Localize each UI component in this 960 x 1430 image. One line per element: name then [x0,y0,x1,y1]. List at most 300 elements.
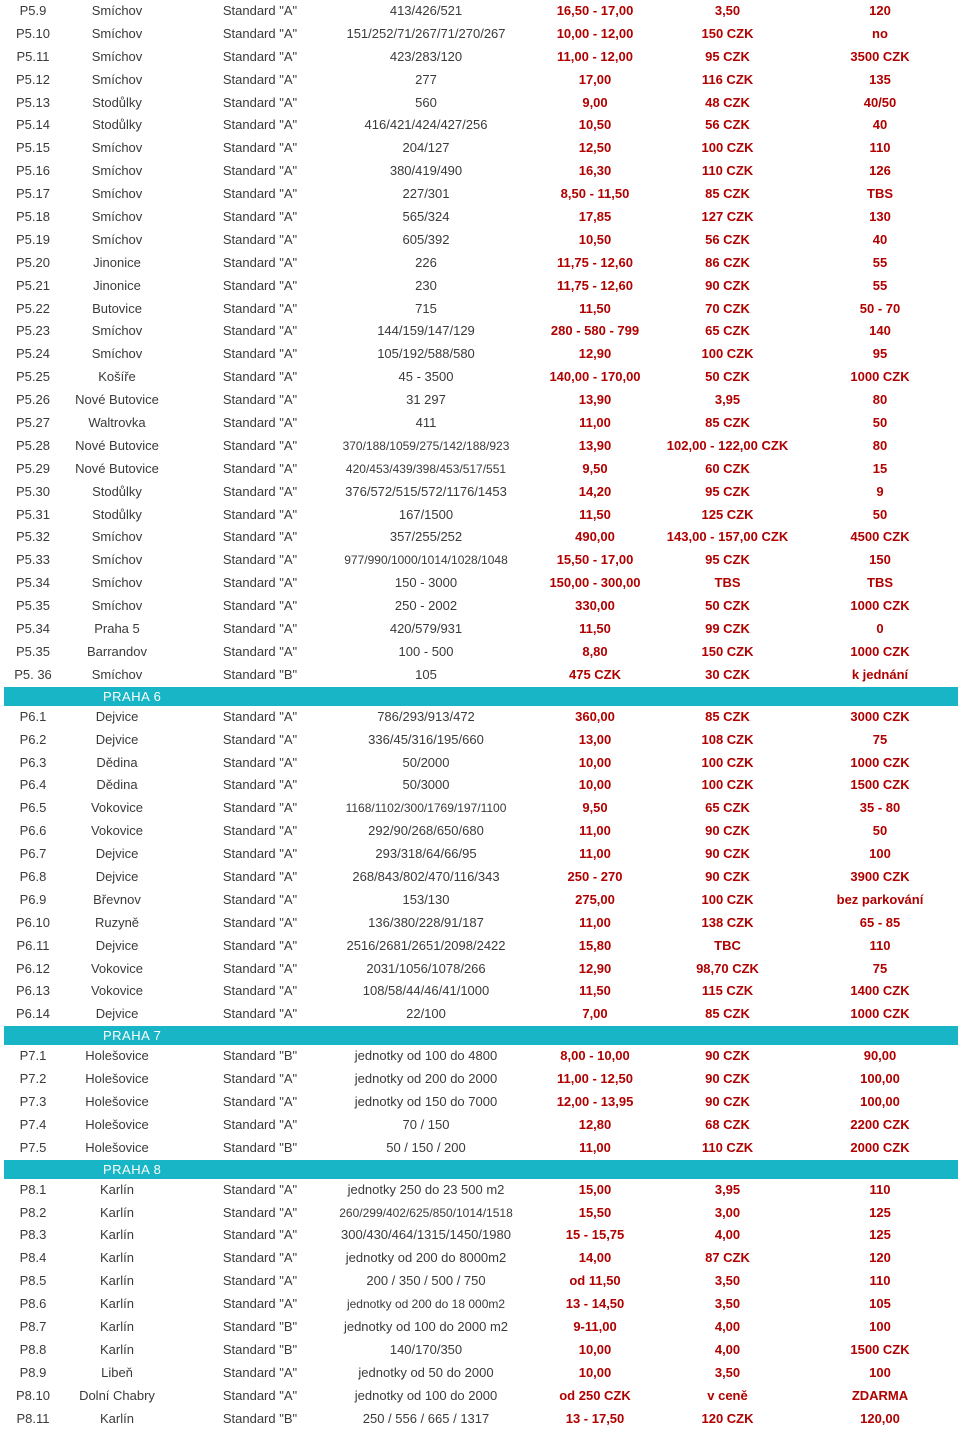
property-id-cell: P8.8 [19,1341,47,1357]
location-cell: Nové Butovice [75,437,159,453]
service-charge-cell: 95 CZK [705,483,750,499]
service-charge-cell: 3,50 [714,3,741,18]
area-cell: 786/293/913/472 [377,708,475,724]
table-row [0,980,960,1003]
location-cell: Dědina [96,754,138,770]
parking-cell: 100 [869,1318,891,1334]
area-cell: 100 - 500 [398,643,454,659]
area-cell: jednotky od 150 do 7000 [354,1093,498,1109]
standard-cell: Standard "A" [222,506,298,522]
location-cell: Smíchov [91,209,143,225]
area-cell: 200 / 350 / 500 / 750 [366,1273,486,1289]
parking-cell: 75 [872,960,888,976]
district-section-title: PRAHA 6 [103,688,162,704]
area-cell: 605/392 [402,231,450,247]
parking-cell: bez parkování [836,891,924,907]
parking-cell: 125 [869,1227,891,1243]
parking-cell: 90,00 [863,1048,897,1064]
table-row [0,1385,960,1408]
parking-cell: 100 [869,846,891,862]
table-row [0,935,960,958]
standard-cell: Standard "A" [222,437,298,453]
table-row [0,1247,960,1270]
service-charge-cell: 85 CZK [705,186,750,202]
rent-cell: 16,30 [578,163,612,179]
area-cell: 1168/1102/300/1769/197/1100 [345,801,507,816]
location-cell: Dejvice [95,731,139,747]
area-cell: jednotky od 100 do 4800 [354,1048,498,1064]
rent-cell: 11,00 - 12,50 [557,1071,633,1087]
parking-cell: 50 - 70 [859,300,901,316]
standard-cell: Standard "A" [222,369,298,385]
parking-cell: 110 [869,1273,891,1289]
area-cell: 336/45/316/195/660 [368,731,484,747]
property-id-cell: P8.3 [19,1227,47,1243]
rent-cell: 280 - 580 - 799 [550,323,640,339]
standard-cell: Standard "A" [222,117,298,133]
property-id-cell: P5.16 [16,163,50,179]
parking-cell: 1500 CZK [850,1341,910,1357]
property-id-cell: P7.2 [19,1071,47,1087]
standard-cell: Standard "B" [222,1048,298,1064]
rent-cell: 12,00 - 13,95 [556,1093,634,1109]
parking-cell: 3000 CZK [850,708,910,724]
standard-cell: Standard "A" [222,1006,298,1022]
parking-cell: 2200 CZK [850,1116,910,1132]
rent-cell: 150,00 - 300,00 [549,575,641,591]
location-cell: Smíchov [91,666,143,682]
area-cell: 420/453/439/398/453/517/551 [345,461,507,476]
area-cell: 560 [415,94,437,110]
service-charge-cell: 100 CZK [701,891,754,907]
area-cell: 250 / 556 / 665 / 1317 [362,1410,490,1426]
rent-cell: 9-11,00 [573,1318,617,1334]
standard-cell: Standard "A" [222,254,298,270]
property-id-cell: P5.17 [16,186,50,202]
parking-cell: 4500 CZK [850,529,910,545]
standard-cell: Standard "A" [222,25,298,41]
service-charge-cell: 100 CZK [701,346,754,362]
property-id-cell: P5.20 [16,254,50,270]
property-id-cell: P5.29 [16,460,50,476]
location-cell: Libeň [101,1364,133,1380]
property-id-cell: P6.10 [16,914,50,930]
location-cell: Smíchov [91,48,143,64]
rent-cell: 14,00 [578,1250,612,1266]
location-cell: Vokovice [90,823,144,839]
property-id-cell: P7.1 [19,1048,47,1064]
service-charge-cell: 110 CZK [701,163,754,179]
rent-cell: 11,75 - 12,60 [557,254,633,270]
area-cell: 370/188/1059/275/142/188/923 [342,438,510,453]
service-charge-cell: 102,00 - 122,00 CZK [666,437,789,453]
area-cell: 31 297 [406,392,446,408]
standard-cell: Standard "A" [222,140,298,156]
area-cell: 151/252/71/267/71/270/267 [346,25,506,41]
rent-cell: 10,00 [578,1341,612,1357]
table-row [0,160,960,183]
property-id-cell: P6.6 [19,823,47,839]
service-charge-cell: 86 CZK [705,254,750,270]
service-charge-cell: 150 CZK [701,25,754,41]
service-charge-cell: 115 CZK [701,983,754,999]
standard-cell: Standard "A" [222,823,298,839]
table-row [0,797,960,820]
service-charge-cell: 110 CZK [701,1139,754,1155]
property-id-cell: P7.3 [19,1093,47,1109]
property-id-cell: P8.2 [19,1204,47,1220]
standard-cell: Standard "A" [222,1116,298,1132]
table-row [0,958,960,981]
standard-cell: Standard "A" [222,598,298,614]
service-charge-cell: 90 CZK [705,277,750,293]
standard-cell: Standard "A" [222,392,298,408]
table-row [0,114,960,137]
location-cell: Smíchov [91,575,143,591]
rent-cell: 15 - 15,75 [565,1227,625,1243]
table-row [0,1316,960,1339]
service-charge-cell: 85 CZK [705,1006,750,1022]
table-row [0,298,960,321]
service-charge-cell: 90 CZK [705,1071,750,1087]
location-cell: Holešovice [85,1116,149,1132]
rent-cell: 10,50 [578,231,612,247]
area-cell: 260/299/402/625/850/1014/1518 [339,1205,513,1220]
rent-cell: 11,00 [579,1139,611,1155]
location-cell: Karlín [100,1341,134,1357]
standard-cell: Standard "A" [222,643,298,659]
rent-cell: 11,00 [579,914,611,930]
table-row [0,1137,960,1160]
location-cell: Smíchov [91,3,143,18]
property-id-cell: P6.9 [19,891,47,907]
service-charge-cell: 127 CZK [701,209,754,225]
area-cell: 416/421/424/427/256 [364,117,488,133]
standard-cell: Standard "A" [222,1204,298,1220]
parking-cell: 9 [876,483,884,499]
rent-cell: 17,00 [578,71,612,87]
rent-cell: 10,00 [578,777,612,793]
table-row [0,92,960,115]
standard-cell: Standard "A" [222,231,298,247]
location-cell: Stodůlky [92,506,142,522]
standard-cell: Standard "A" [222,914,298,930]
district-section-header [4,687,958,706]
rent-cell: 10,00 [578,1364,612,1380]
location-cell: Smíchov [91,25,143,41]
property-id-cell: P8.4 [19,1250,47,1266]
area-cell: 293/318/64/66/95 [375,846,477,862]
property-id-cell: P5.24 [16,346,50,362]
rent-cell: 11,00 [579,823,611,839]
property-id-cell: P8.11 [16,1410,50,1426]
location-cell: Ruzyně [94,914,140,930]
area-cell: 413/426/521 [389,3,463,18]
rent-cell: 12,50 [578,140,612,156]
service-charge-cell: 56 CZK [705,117,750,133]
table-row [0,46,960,69]
location-cell: Smíchov [91,346,143,362]
service-charge-cell: 4,00 [714,1318,741,1334]
area-cell: 357/255/252 [389,529,463,545]
service-charge-cell: 150 CZK [701,643,754,659]
area-cell: 50/2000 [402,754,450,770]
rent-cell: 250 - 270 [567,868,623,884]
property-id-cell: P8.1 [19,1181,47,1197]
location-cell: Vokovice [90,960,144,976]
standard-cell: Standard "A" [222,1071,298,1087]
standard-cell: Standard "A" [222,460,298,476]
standard-cell: Standard "A" [222,300,298,316]
parking-cell: 130 [869,209,891,225]
location-cell: Dejvice [95,868,139,884]
property-id-cell: P5.22 [16,300,50,316]
area-cell: 108/58/44/46/41/1000 [362,983,490,999]
area-cell: 268/843/802/470/116/343 [352,868,500,884]
table-row [0,572,960,595]
rent-cell: 11,50 [579,300,611,316]
service-charge-cell: 4,00 [714,1227,741,1243]
location-cell: Karlín [100,1296,134,1312]
parking-cell: 95 [872,346,888,362]
service-charge-cell: 95 CZK [705,552,750,568]
area-cell: 411 [415,415,437,431]
location-cell: Karlín [100,1204,134,1220]
area-cell: 423/283/120 [389,48,463,64]
property-id-cell: P6.8 [19,868,47,884]
table-row [0,229,960,252]
parking-cell: 1000 CZK [850,369,910,385]
location-cell: Dolní Chabry [79,1387,155,1403]
area-cell: 22/100 [406,1006,446,1022]
table-row [0,69,960,92]
service-charge-cell: 85 CZK [705,415,750,431]
location-cell: Břevnov [93,891,141,907]
table-row [0,1202,960,1225]
rent-cell: 11,50 [579,983,611,999]
standard-cell: Standard "A" [222,186,298,202]
area-cell: 153/130 [402,891,450,907]
location-cell: Karlín [100,1318,134,1334]
table-row [0,820,960,843]
standard-cell: Standard "A" [222,1364,298,1380]
location-cell: Dejvice [95,937,139,953]
table-row [0,206,960,229]
rent-cell: od 11,50 [569,1273,621,1289]
table-row [0,1114,960,1137]
rent-cell: 10,00 [578,754,612,770]
property-id-cell: P5.35 [16,598,50,614]
location-cell: Barrandov [87,643,147,659]
rent-cell: 15,50 - 17,00 [556,552,634,568]
standard-cell: Standard "A" [222,163,298,179]
standard-cell: Standard "A" [222,415,298,431]
area-cell: jednotky od 200 do 2000 [354,1071,498,1087]
rent-cell: 13 - 17,50 [565,1410,625,1426]
parking-cell: 2000 CZK [850,1139,910,1155]
property-id-cell: P5.23 [16,323,50,339]
parking-cell: TBS [867,186,893,202]
location-cell: Smíchov [91,529,143,545]
service-charge-cell: 120 CZK [701,1410,754,1426]
location-cell: Jinonice [93,277,141,293]
rent-cell: 12,90 [578,346,612,362]
location-cell: Smíchov [91,231,143,247]
parking-cell: 50 [872,823,888,839]
area-cell: 45 - 3500 [398,369,454,385]
table-row [0,366,960,389]
location-cell: Karlín [100,1250,134,1266]
standard-cell: Standard "B" [222,1139,298,1155]
parking-cell: 15 [872,460,888,476]
table-row [0,1179,960,1202]
property-id-cell: P6.12 [16,960,50,976]
service-charge-cell: 143,00 - 157,00 CZK [666,529,789,545]
service-charge-cell: 65 CZK [705,323,750,339]
rent-cell: 15,50 [578,1204,612,1220]
location-cell: Smíchov [91,186,143,202]
table-row [0,641,960,664]
table-row [0,912,960,935]
table-row [0,866,960,889]
table-row [0,1091,960,1114]
service-charge-cell: 3,95 [714,392,741,408]
standard-cell: Standard "A" [222,868,298,884]
area-cell: 565/324 [402,209,450,225]
service-charge-cell: 3,00 [714,1204,741,1220]
service-charge-cell: 65 CZK [705,800,750,816]
area-cell: 977/990/1000/1014/1028/1048 [344,553,508,568]
standard-cell: Standard "A" [222,754,298,770]
service-charge-cell: 98,70 CZK [696,960,759,976]
table-row [0,1003,960,1026]
property-id-cell: P5.26 [16,392,50,408]
location-cell: Dejvice [95,708,139,724]
property-id-cell: P6.2 [19,731,47,747]
parking-cell: 40/50 [863,94,897,110]
service-charge-cell: 125 CZK [701,506,754,522]
table-row [0,252,960,275]
service-charge-cell: 100 CZK [701,777,754,793]
area-cell: 105 [415,666,437,682]
property-id-cell: P5.32 [16,529,50,545]
table-row [0,706,960,729]
parking-cell: 120,00 [860,1410,900,1426]
table-row [0,1293,960,1316]
property-id-cell: P7.5 [19,1139,47,1155]
location-cell: Holešovice [85,1139,149,1155]
table-row [0,526,960,549]
service-charge-cell: 48 CZK [705,94,750,110]
table-row [0,843,960,866]
location-cell: Holešovice [85,1071,149,1087]
service-charge-cell: TBS [714,575,741,591]
rent-cell: 10,00 - 12,00 [556,25,634,41]
area-cell: jednotky od 100 do 2000 [354,1387,498,1403]
rent-cell: 13,90 [578,392,612,408]
standard-cell: Standard "A" [222,1181,298,1197]
property-id-cell: P5.35 [16,643,50,659]
rent-cell: 8,80 [582,643,608,659]
standard-cell: Standard "A" [222,1250,298,1266]
location-cell: Smíchov [91,598,143,614]
property-id-cell: P6.11 [16,937,50,953]
service-charge-cell: 108 CZK [701,731,754,747]
service-charge-cell: 50 CZK [705,369,750,385]
parking-cell: 1400 CZK [850,983,910,999]
property-id-cell: P7.4 [19,1116,47,1132]
property-id-cell: P8.9 [19,1364,47,1380]
area-cell: 144/159/147/129 [377,323,475,339]
standard-cell: Standard "A" [222,708,298,724]
area-cell: 250 - 2002 [394,598,458,614]
area-cell: jednotky 250 do 23 500 m2 [347,1181,505,1197]
standard-cell: Standard "B" [222,666,298,682]
rent-cell: 11,75 - 12,60 [557,277,633,293]
standard-cell: Standard "A" [222,983,298,999]
property-id-cell: P8.10 [16,1387,50,1403]
table-row [0,1339,960,1362]
standard-cell: Standard "A" [222,209,298,225]
table-row [0,320,960,343]
location-cell: Smíchov [91,71,143,87]
parking-cell: 120 [869,3,891,18]
area-cell: 2031/1056/1078/266 [366,960,486,976]
location-cell: Nové Butovice [75,460,159,476]
property-id-cell: P6.3 [19,754,47,770]
table-row [0,1045,960,1068]
rent-cell: 490,00 [575,529,615,545]
location-cell: Karlín [100,1410,134,1426]
table-row [0,618,960,641]
area-cell: 227/301 [402,186,450,202]
standard-cell: Standard "A" [222,483,298,499]
district-section-header [4,1026,958,1045]
table-row [0,0,960,23]
location-cell: Smíchov [91,323,143,339]
parking-cell: 3500 CZK [850,48,910,64]
property-id-cell: P5.10 [16,25,50,41]
standard-cell: Standard "A" [222,1387,298,1403]
service-charge-cell: 100 CZK [701,140,754,156]
location-cell: Stodůlky [92,117,142,133]
table-row [0,481,960,504]
service-charge-cell: 3,95 [714,1181,741,1197]
parking-cell: 50 [872,506,888,522]
location-cell: Butovice [92,300,142,316]
rent-cell: 11,00 - 12,00 [557,48,633,64]
parking-cell: 3900 CZK [850,868,910,884]
service-charge-cell: 95 CZK [705,48,750,64]
location-cell: Stodůlky [92,483,142,499]
parking-cell: 126 [869,163,891,179]
area-cell: 136/380/228/91/187 [368,914,484,930]
standard-cell: Standard "A" [222,777,298,793]
parking-cell: 55 [872,277,888,293]
table-row [0,23,960,46]
parking-cell: 125 [869,1204,891,1220]
parking-cell: 100,00 [860,1093,900,1109]
table-row [0,504,960,527]
standard-cell: Standard "A" [222,529,298,545]
standard-cell: Standard "A" [222,323,298,339]
area-cell: 380/419/490 [389,163,463,179]
location-cell: Dejvice [95,846,139,862]
property-id-cell: P5.21 [16,277,50,293]
location-cell: Smíchov [91,140,143,156]
service-charge-cell: 30 CZK [705,666,750,682]
rent-cell: 15,80 [578,937,612,953]
